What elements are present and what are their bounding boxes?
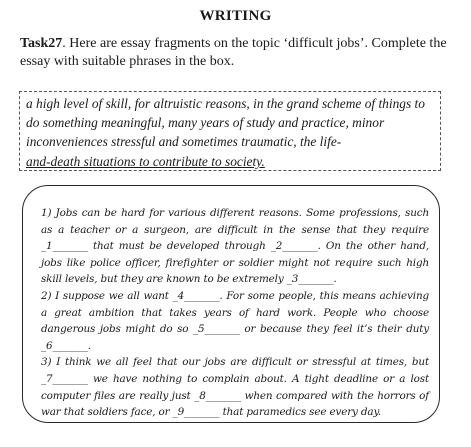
essay-paragraph-2: 2) I suppose we all want _4_______. For some people, this means achieving a great ambition that takes years of hard work. People who choose dangerous jobs might do so _5_______ or because they feel it’s their duty _6_______. <box>41 289 429 352</box>
phrase-box <box>19 91 441 171</box>
essay-paragraph-3: 3) I think we all feel that our jobs are difficult or stressful at times, but _7_______ we have nothing to complain about. A tight deadline or a lost computer files are really just _8_______ when compared with the horrors of war that soldiers face, or _9_______ that paramedics see every day. <box>41 356 429 419</box>
phrase-list: a high level of skill, for altruistic reasons, in the grand scheme of things to do something meaningful, many years of study and practice, minor inconveniences stressful and sometimes traumatic, the life- <box>26 96 425 150</box>
task-label: Task27 <box>20 36 63 51</box>
phrase-list-last-line: and-death situations to contribute to society. <box>26 153 265 169</box>
task-text: . Here are essay fragments on the topic ‘difficult jobs’. Complete the essay with suitable phrases in the box. <box>20 36 447 69</box>
essay-card <box>22 185 440 423</box>
essay-paragraph-1: 1) Jobs can be hard for various different reasons. Some professions, such as a teacher or a surgeon, are difficult in the sense that they require _1_______ that must be developed through _2_______. On the other hand, jobs like police officer, firefighter or soldier might not require such high skill levels, but they are known to be extremely _3_______. <box>41 207 429 286</box>
task-instruction <box>20 35 460 71</box>
section-heading: WRITING <box>199 8 272 24</box>
